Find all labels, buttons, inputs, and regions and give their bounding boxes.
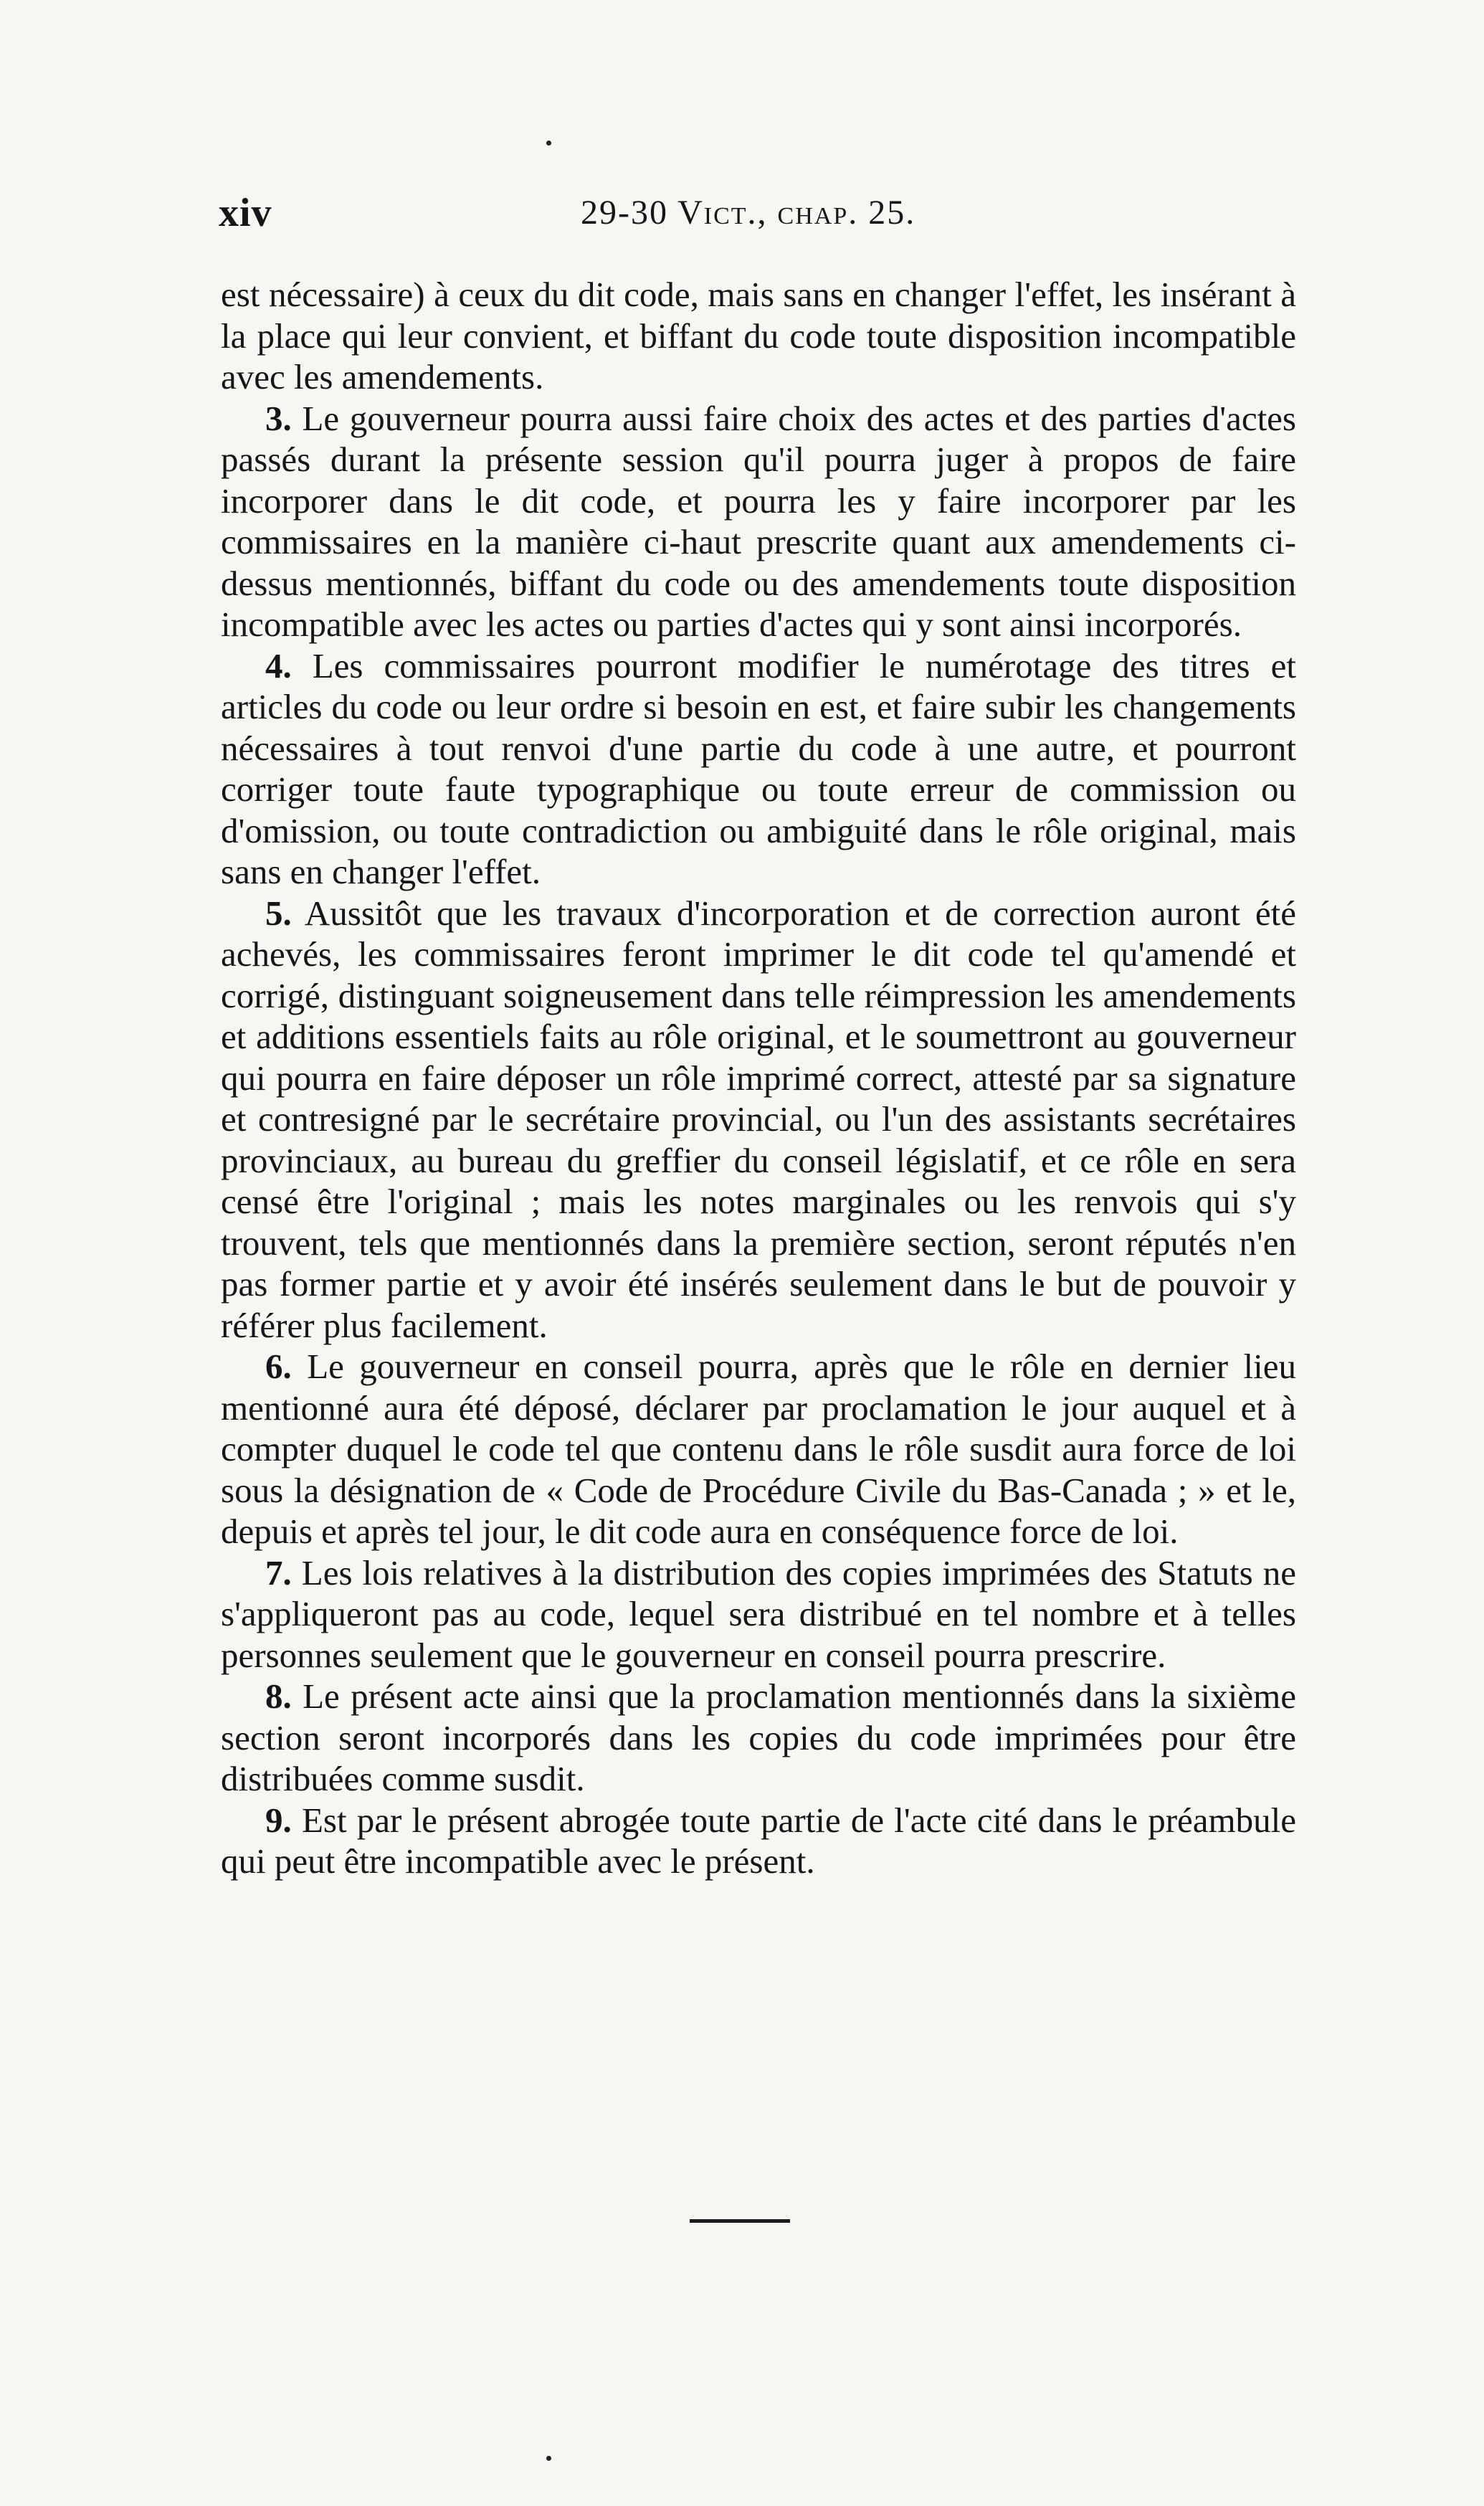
section-number: 5. [265,893,292,933]
section-4-paragraph [221,645,1296,893]
printer-mark [546,2456,551,2461]
section-6-paragraph [221,1346,1296,1552]
running-title: 29-30 Vict., chap. 25. [581,194,916,232]
end-rule [690,2219,790,2223]
paragraph-text: Le gouverneur pourra aussi faire choix des actes et des parties d'actes passés durant la présente session qu'il pourra juger à propos de faire incorporer dans le dit code, et pourra les y faire incorporer par les commissaires en la manière ci-haut prescrite quant aux amendements ci-dessus mentionnés, biffant du code ou des amendements toute disposition incompatible avec les actes ou parties d'actes qui y sont ainsi incorporés. [221,398,1296,644]
paragraph-text: est nécessaire) à ceux du dit code, mais sans en changer l'effet, les insérant à la place qui leur convient, et biffant du code toute disposition incompatible avec les amendements. [221,275,1296,397]
paragraph-continuation [221,274,1296,398]
page-number: xiv [219,191,272,235]
section-number: 3. [265,398,292,438]
section-8-paragraph [221,1676,1296,1800]
section-number: 4. [265,645,292,685]
paragraph-text: Les commissaires pourront modifier le numérotage des titres et articles du code ou leur ordre si besoin en est, et faire subir les changements nécessaires à tout renvoi d'une partie du code à une autre, et pourront corriger toute faute typographique ou toute erreur de commission ou d'omission, ou toute contradiction ou ambiguité dans le rôle original, mais sans en changer l'effet. [221,645,1296,891]
section-3-paragraph [221,398,1296,645]
paragraph-text: Le gouverneur en conseil pourra, après que le rôle en dernier lieu mentionné aura été déposé, déclarer par proclamation le jour auquel et à compter duquel le code tel que contenu dans le rôle susdit aura force de loi sous la désignation de « Code de Procédure Civile du Bas-Canada ; » et le, depuis et après tel jour, le dit code aura en conséquence force de loi. [221,1347,1297,1551]
section-number: 7. [265,1552,292,1593]
body-text [221,274,1296,1882]
section-5-paragraph [221,893,1296,1347]
section-number: 9. [265,1800,292,1840]
page-header [219,188,1298,238]
section-number: 6. [265,1347,292,1386]
printer-mark [546,141,551,146]
paragraph-text: Est par le présent abrogée toute partie de l'acte cité dans le préambule qui peut être incompatible avec le présent. [221,1800,1296,1881]
paragraph-text: Le présent acte ainsi que la proclamation mentionnés dans la sixième section seront incorporés dans les copies du code imprimées pour être distribuées comme susdit. [221,1676,1296,1798]
section-number: 8. [265,1676,292,1716]
paragraph-text: Aussitôt que les travaux d'incorporation et de correction auront été achevés, les commissaires feront imprimer le dit code tel qu'amendé et corrigé, distinguant soigneusement dans telle réimpression les amendements et additions essentiels faits au rôle original, et le soumettront au gouverneur qui pourra en faire déposer un rôle imprimé correct, attesté par sa signature et contresigné par le secrétaire provincial, ou l'un des assistants secrétaires provinciaux, au bureau du greffier du conseil législatif, et ce rôle en sera censé être l'original ; mais les notes marginales ou les renvois qui s'y trouvent, tels que mentionnés dans la première section, seront réputés n'en pas former partie et y avoir été insérés seulement dans le but de pouvoir y référer plus facilement. [221,893,1296,1345]
section-7-paragraph [221,1552,1296,1676]
section-9-paragraph [221,1800,1296,1882]
paragraph-text: Les lois relatives à la distribution des copies imprimées des Statuts ne s'appliqueront pas au code, lequel sera distribué en tel nombre et à telles personnes seulement que le gouverneur en conseil pourra prescrire. [221,1552,1296,1675]
